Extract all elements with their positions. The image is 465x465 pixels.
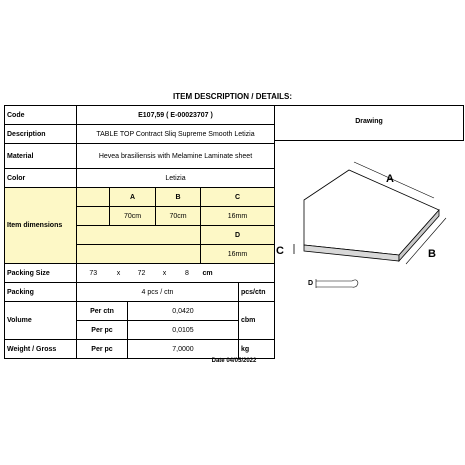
dimensions-label: Item dimensions <box>5 188 77 264</box>
weight-unit: kg <box>239 340 275 359</box>
row-dimensions-head <box>5 188 275 207</box>
dim-value-c: 16mm <box>201 207 275 226</box>
packing-value: 4 pcs / ctn <box>77 283 239 302</box>
packing-size-width: 72 <box>128 264 156 283</box>
code-value: E107,59 ( E-00023707 ) <box>77 106 275 125</box>
packing-size-unit: cm <box>201 264 275 283</box>
label-b: B <box>428 248 436 260</box>
description-value: TABLE TOP Contract Sliq Supreme Smooth Letizia <box>77 125 275 144</box>
label-a: A <box>386 173 394 185</box>
table-top-drawing <box>274 160 459 295</box>
dim-value-d: 16mm <box>201 245 275 264</box>
packing-unit: pcs/ctn <box>239 283 275 302</box>
row-description <box>5 125 275 144</box>
dim-header-c: C <box>201 188 275 207</box>
drawing-title: Drawing <box>355 118 383 125</box>
row-color <box>5 169 275 188</box>
packing-size-label: Packing Size <box>5 264 77 283</box>
volume-per-pc-label: Per pc <box>77 321 128 340</box>
dim-header-d: D <box>201 226 275 245</box>
packing-size-height: 8 <box>174 264 201 283</box>
weight-label: Weight / Gross <box>5 340 77 359</box>
tabletop-face <box>304 170 439 255</box>
label-c: C <box>276 245 284 257</box>
volume-per-pc-value: 0,0105 <box>128 321 239 340</box>
document-date: Date 04/05/2022 <box>211 358 257 364</box>
edge-profile <box>316 279 358 288</box>
weight-per-pc-label: Per pc <box>77 340 128 359</box>
material-value: Hevea brasiliensis with Melamine Laminate sheet <box>77 144 275 169</box>
dim-header-b: B <box>156 188 201 207</box>
dim-value-b: 70cm <box>156 207 201 226</box>
volume-per-ctn-value: 0,0420 <box>128 302 239 321</box>
volume-unit: cbm <box>239 302 275 340</box>
row-volume-ctn <box>5 302 275 321</box>
spec-table <box>4 105 275 359</box>
volume-label: Volume <box>5 302 77 340</box>
row-code <box>5 106 275 125</box>
packing-size-length: 73 <box>77 264 110 283</box>
color-value: Letizia <box>77 169 275 188</box>
page-heading: ITEM DESCRIPTION / DETAILS: <box>173 92 292 101</box>
code-label: Code <box>5 106 77 125</box>
row-material <box>5 144 275 169</box>
description-label: Description <box>5 125 77 144</box>
packing-label: Packing <box>5 283 77 302</box>
label-d: D <box>308 280 314 287</box>
volume-per-ctn-label: Per ctn <box>77 302 128 321</box>
row-packing <box>5 283 275 302</box>
dim-value-a: 70cm <box>110 207 156 226</box>
weight-value: 7,0000 <box>128 340 239 359</box>
color-label: Color <box>5 169 77 188</box>
material-label: Material <box>5 144 77 169</box>
dim-header-a: A <box>110 188 156 207</box>
row-weight <box>5 340 275 359</box>
row-packing-size: Packing Size 73 x 72 x 8 cm <box>5 264 275 283</box>
